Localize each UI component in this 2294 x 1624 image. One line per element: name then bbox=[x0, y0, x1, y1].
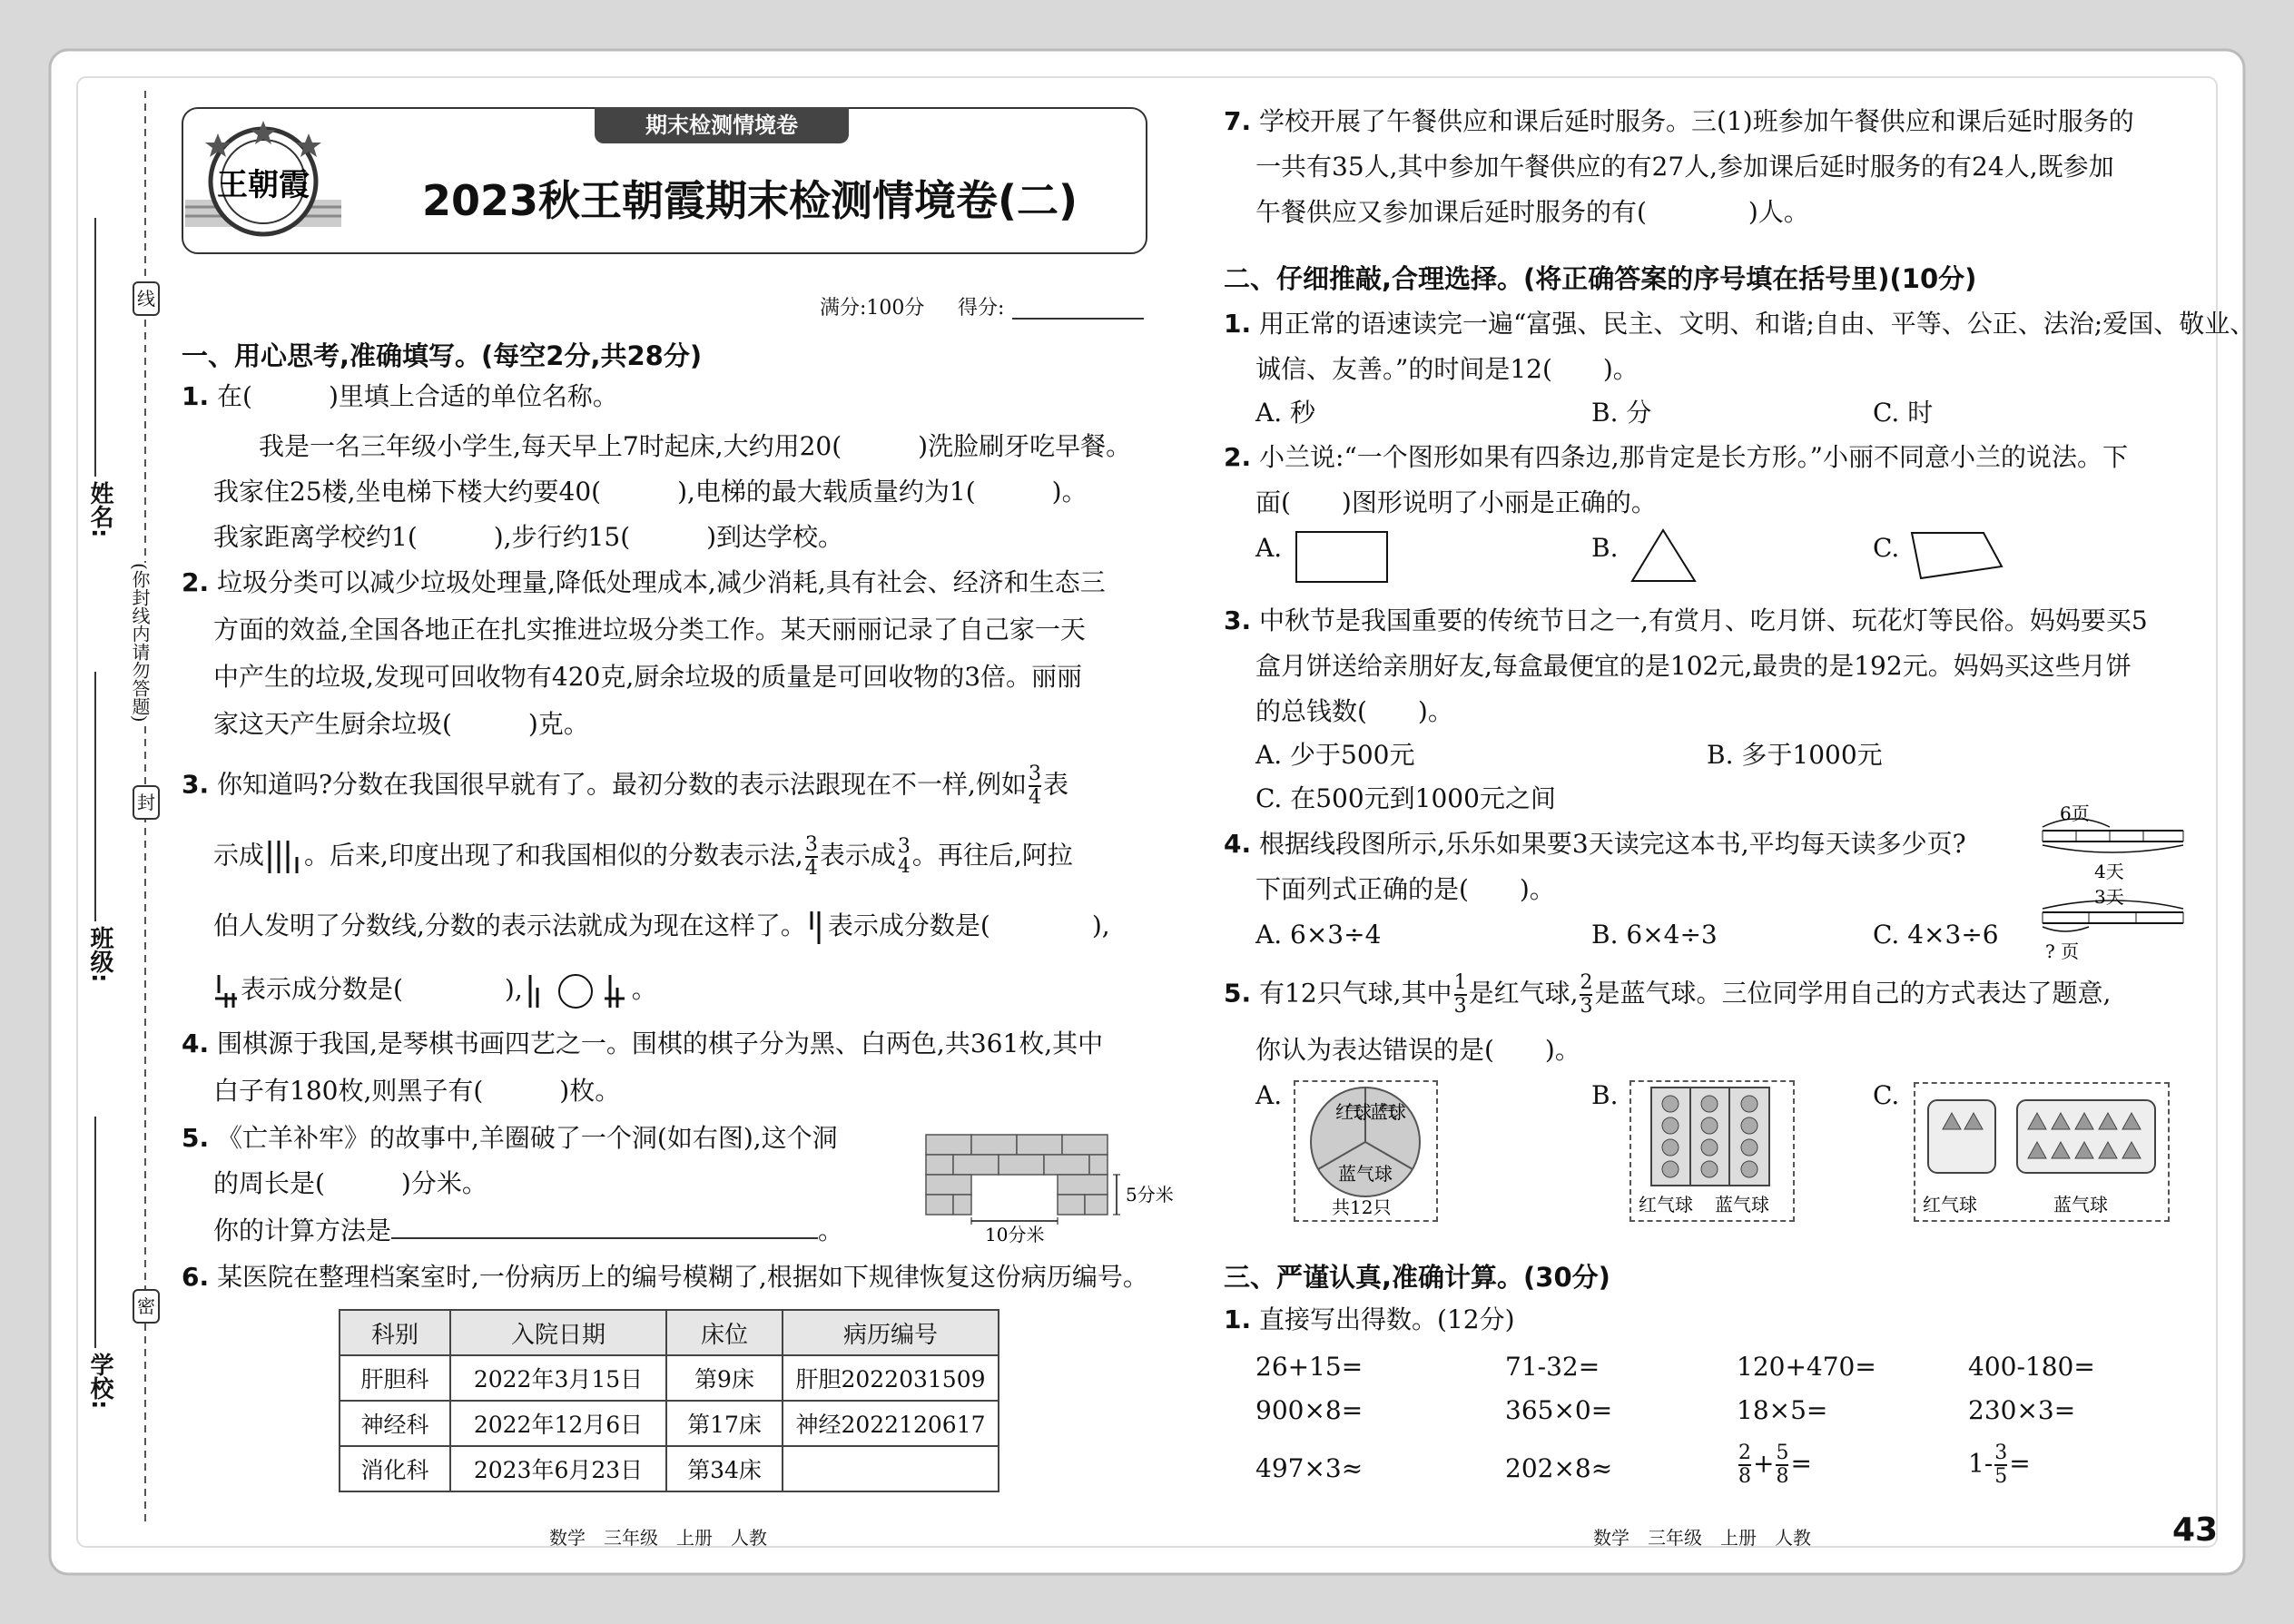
c3-number: 3. bbox=[1224, 605, 1252, 635]
pie-chart-svg bbox=[1295, 1082, 1436, 1220]
school-field[interactable] bbox=[94, 1117, 96, 1348]
q4-line2: 白子有180枚,则黑子有( )枚。 bbox=[213, 1076, 621, 1106]
q5-line1 bbox=[182, 1118, 838, 1158]
q3-text-end: 表 bbox=[1042, 769, 1068, 800]
c5-text-b: 是红气球, bbox=[1468, 978, 1579, 1009]
frac-5-8: $\frac{5}{8}$ bbox=[1776, 1442, 1789, 1488]
page-number: 43 bbox=[2172, 1511, 2219, 1549]
q5-method-field[interactable] bbox=[391, 1237, 818, 1239]
q2-line4: 家这天产生厨余垃圾( )克。 bbox=[213, 709, 589, 739]
pie-blue-label-1: 蓝气球 bbox=[1370, 1101, 1406, 1123]
q7-text: 学校开展了午餐供应和课后延时服务。三(1)班参加午餐供应和课后延时服务的 bbox=[1259, 106, 2134, 136]
c1-option-c[interactable]: C. 时 bbox=[1873, 398, 1934, 428]
plus-sign: + bbox=[1753, 1448, 1775, 1479]
fraction-one-third: $\frac{1}{3}$ bbox=[1453, 971, 1467, 1018]
q3-number: 3. bbox=[182, 769, 210, 800]
cell: 肝胆科 bbox=[340, 1355, 450, 1401]
section-2-heading: 二、仔细推敲,合理选择。(将正确答案的序号填在括号里)(10分) bbox=[1224, 263, 1977, 294]
segment-diagram bbox=[2038, 803, 2192, 976]
q3-line2 bbox=[213, 835, 1073, 879]
q2-line1 bbox=[182, 563, 1106, 603]
d1-number: 1. bbox=[1224, 1304, 1252, 1334]
q1-line3: 我家住25楼,坐电梯下楼大约要40( ),电梯的最大载质量约为1( )。 bbox=[213, 477, 1088, 507]
seg-label-bottom: ? 页 bbox=[2045, 940, 2080, 962]
c2-text: 小兰说:“一个图形如果有四条边,那肯定是长方形。”小丽不同意小兰的说法。下 bbox=[1259, 442, 2128, 472]
record-table bbox=[339, 1309, 999, 1492]
c5-text-c: 是蓝气球。三位同学用自己的方式表达了题意, bbox=[1594, 978, 2112, 1009]
left-footer: 数学 三年级 上册 人教 bbox=[549, 1527, 767, 1549]
c2-option-c[interactable]: C. bbox=[1873, 533, 1900, 563]
seg-label-mid: 4天 bbox=[2094, 861, 2124, 882]
page-title: 2023秋王朝霞期末检测情境卷(二) bbox=[422, 176, 1078, 225]
q3-l2a: 示成 bbox=[213, 840, 265, 871]
q3-text: 你知道吗?分数在我国很早就有了。最初分数的表示法跟现在不一样,例如 bbox=[217, 769, 1027, 800]
fraction-three-quarters-2: $\frac{3}{4}$ bbox=[804, 833, 818, 880]
c5-option-c[interactable]: C. bbox=[1873, 1080, 1900, 1110]
q5-method-label: 你的计算方法是 bbox=[213, 1216, 392, 1245]
q2-number: 2. bbox=[182, 567, 210, 597]
c4-option-c[interactable]: C. 4×3÷6 bbox=[1873, 920, 1999, 950]
q3-line3 bbox=[213, 906, 1110, 948]
c3-line3: 的总钱数( )。 bbox=[1255, 696, 1453, 726]
q5-l3b: 。 bbox=[818, 1216, 844, 1245]
q5-line3 bbox=[213, 1211, 843, 1251]
pie-caption: 共12只 bbox=[1332, 1196, 1392, 1218]
c4-line2: 下面列式正确的是( )。 bbox=[1255, 874, 1555, 904]
c1-line2: 诚信、友善。”的时间是12( )。 bbox=[1255, 354, 1639, 384]
calc-item[interactable]: 400-180= bbox=[1968, 1352, 2095, 1382]
rod-numeral-three-quarters bbox=[264, 837, 304, 877]
tri-caption-blue: 蓝气球 bbox=[2053, 1194, 2108, 1216]
class-label: 班级: bbox=[86, 926, 113, 983]
q5-number: 5. bbox=[182, 1123, 210, 1153]
calc-item[interactable]: 202×8≈ bbox=[1505, 1453, 1613, 1483]
right-footer: 数学 三年级 上册 人教 bbox=[1593, 1527, 1811, 1549]
triangle-figure bbox=[1914, 1082, 2170, 1222]
equals-sign-2: = bbox=[2009, 1448, 2031, 1479]
calc-item[interactable]: 365×0= bbox=[1505, 1395, 1613, 1425]
balloon-grid-svg bbox=[1631, 1082, 1793, 1220]
c5-line1 bbox=[1224, 973, 2111, 1017]
q6-line1 bbox=[182, 1257, 1148, 1297]
q3-line4 bbox=[213, 969, 657, 1011]
c3-text: 中秋节是我国重要的传统节日之一,有赏月、吃月饼、玩花灯等民俗。妈妈要买5 bbox=[1259, 605, 2148, 635]
col-bed: 床位 bbox=[666, 1310, 783, 1355]
tri-caption-red: 红气球 bbox=[1923, 1194, 1977, 1216]
q1-line4: 我家距离学校约1( ),步行约15( )到达学校。 bbox=[213, 522, 844, 552]
score-field[interactable] bbox=[1012, 318, 1144, 320]
equals-sign: = bbox=[1790, 1448, 1812, 1479]
cell: 第34床 bbox=[666, 1446, 783, 1491]
cell: 第17床 bbox=[666, 1401, 783, 1446]
cell: 消化科 bbox=[340, 1446, 450, 1491]
c5-line2: 你认为表达错误的是( )。 bbox=[1255, 1035, 1580, 1065]
c5-option-b[interactable]: B. bbox=[1591, 1080, 1619, 1110]
answer-cell[interactable] bbox=[783, 1446, 999, 1491]
cell: 2023年6月23日 bbox=[450, 1446, 666, 1491]
q3-line1 bbox=[182, 764, 1068, 808]
pie-figure bbox=[1294, 1080, 1438, 1222]
table-row bbox=[340, 1355, 999, 1401]
q6-number: 6. bbox=[182, 1262, 210, 1292]
q3-l4b: 。 bbox=[631, 974, 657, 1004]
binding-note: (你封线内请勿答题) bbox=[127, 563, 153, 723]
c1-line1 bbox=[1224, 304, 2255, 344]
publisher-logo bbox=[182, 113, 345, 250]
table-header-row bbox=[340, 1310, 999, 1355]
fig-width-label: 10分米 bbox=[985, 1224, 1045, 1245]
calc-item[interactable]: 230×3= bbox=[1968, 1395, 2076, 1425]
name-field[interactable] bbox=[94, 218, 96, 477]
triangle-shape bbox=[1629, 527, 1698, 586]
q3-l2b: 。后来,印度出现了和我国相似的分数表示法, bbox=[304, 840, 803, 871]
calc-item[interactable]: 26+15= bbox=[1255, 1352, 1364, 1382]
q7-line1 bbox=[1224, 102, 2134, 142]
d1-label: 直接写出得数。(12分) bbox=[1259, 1304, 1515, 1334]
q1-number: 1. bbox=[182, 381, 210, 411]
cell: 肝胆2022031509 bbox=[783, 1355, 999, 1401]
calc-item[interactable]: 900×8= bbox=[1255, 1395, 1364, 1425]
q5-text: 《亡羊补牢》的故事中,羊圈破了一个洞(如右图),这个洞 bbox=[217, 1123, 838, 1153]
q2-line3: 中产生的垃圾,发现可回收物有420克,厨余垃圾的质量是可回收物的3倍。丽丽 bbox=[213, 662, 1083, 692]
q2-text: 垃圾分类可以减少垃圾处理量,降低处理成本,减少消耗,具有社会、经济和生态三 bbox=[217, 567, 1106, 597]
c3-line1 bbox=[1224, 601, 2148, 641]
q5-line2: 的周长是( )分米。 bbox=[213, 1168, 487, 1198]
series-tag: 期末检测情境卷 bbox=[595, 107, 849, 143]
grid-figure bbox=[1629, 1080, 1795, 1222]
c2-line2: 面( )图形说明了小丽是正确的。 bbox=[1255, 487, 1657, 517]
record-table-wrap bbox=[339, 1309, 999, 1492]
c4-option-a[interactable]: A. 6×3÷4 bbox=[1255, 920, 1382, 950]
c4-number: 4. bbox=[1224, 829, 1252, 859]
q1-line2: 我是一名三年级小学生,每天早上7时起床,大约用20( )洗脸刷牙吃早餐。 bbox=[259, 431, 1132, 461]
q7-number: 7. bbox=[1224, 106, 1252, 136]
fraction-two-thirds: $\frac{2}{3}$ bbox=[1580, 971, 1593, 1018]
rod-numeral-a bbox=[806, 908, 828, 948]
calc-item-fraction-diff[interactable] bbox=[1968, 1443, 2031, 1487]
frac-3-5: $\frac{3}{5}$ bbox=[1994, 1442, 2008, 1488]
q3-l3a: 伯人发明了分数线,分数的表示法就成为现在这样了。 bbox=[213, 910, 806, 940]
calc-item[interactable]: 120+470= bbox=[1737, 1352, 1876, 1382]
c1-option-a[interactable]: A. 秒 bbox=[1255, 398, 1316, 428]
c1-text: 用正常的语速读完一遍“富强、民主、文明、和谐;自由、平等、公正、法治;爱国、敬业、 bbox=[1259, 309, 2256, 339]
q4-line1 bbox=[182, 1024, 1103, 1064]
rod-numeral-b bbox=[213, 971, 241, 1011]
fraction-three-quarters: $\frac{3}{4}$ bbox=[1028, 763, 1041, 809]
binding-mark-line: 线 bbox=[133, 281, 160, 316]
indian-fraction: 3 4 bbox=[897, 835, 911, 878]
c2-option-a[interactable]: A. bbox=[1255, 533, 1283, 563]
grid-caption-red: 红气球 bbox=[1639, 1194, 1693, 1216]
c4-text: 根据线段图所示,乐乐如果要3天读完这本书,平均每天读多少页? bbox=[1259, 829, 1966, 859]
col-id: 病历编号 bbox=[783, 1310, 999, 1355]
full-score: 满分:100分 bbox=[820, 297, 925, 320]
fence-hole-figure bbox=[921, 1130, 1174, 1245]
pie-blue-label-2: 蓝气球 bbox=[1338, 1163, 1393, 1185]
col-date: 入院日期 bbox=[450, 1310, 666, 1355]
section-3-heading: 三、严谨认真,准确计算。(30分) bbox=[1224, 1262, 1610, 1293]
q6-text: 某医院在整理档案室时,一份病历上的编号模糊了,根据如下规律恢复这份病历编号。 bbox=[217, 1262, 1148, 1292]
table-row bbox=[340, 1401, 999, 1446]
col-dept: 科别 bbox=[340, 1310, 450, 1355]
q3-l4a: 表示成分数是( ), bbox=[241, 974, 523, 1004]
q3-l3b: 表示成分数是( ), bbox=[827, 910, 1110, 940]
compare-circle bbox=[523, 971, 632, 1011]
q3-l2d: 。再往后,阿拉 bbox=[911, 840, 1073, 871]
trapezoid-shape bbox=[1906, 528, 2006, 583]
cell: 神经2022120617 bbox=[783, 1401, 999, 1446]
c3-option-c[interactable]: C. 在500元到1000元之间 bbox=[1255, 783, 1556, 813]
seg-label-mid2: 3天 bbox=[2094, 886, 2124, 908]
frac-2-8: $\frac{2}{8}$ bbox=[1738, 1442, 1751, 1488]
q4-number: 4. bbox=[182, 1029, 210, 1058]
cell: 2022年3月15日 bbox=[450, 1355, 666, 1401]
c5-text-a: 有12只气球,其中 bbox=[1259, 978, 1452, 1009]
calc-item-fraction-sum[interactable] bbox=[1737, 1443, 1812, 1487]
name-label: 姓名: bbox=[86, 481, 113, 538]
pie-red-label: 红气球 bbox=[1335, 1101, 1372, 1123]
cell: 2022年12月6日 bbox=[450, 1401, 666, 1446]
c5-number: 5. bbox=[1224, 978, 1252, 1009]
q1-text: 在( )里填上合适的单位名称。 bbox=[217, 381, 618, 411]
q7-line2: 一共有35人,其中参加午餐供应的有27人,参加课后延时服务的有24人,既参加 bbox=[1255, 152, 2114, 182]
c3-option-a[interactable]: A. 少于500元 bbox=[1255, 740, 1415, 770]
c3-option-b[interactable]: B. 多于1000元 bbox=[1707, 740, 1883, 770]
c4-line1 bbox=[1224, 824, 1966, 864]
grid-caption-blue: 蓝气球 bbox=[1715, 1194, 1769, 1216]
q3-l2c: 表示成 bbox=[819, 840, 896, 871]
q2-line2: 方面的效益,全国各地正在扎实推进垃圾分类工作。某天丽丽记录了自己家一天 bbox=[213, 615, 1086, 645]
c2-option-b[interactable]: B. bbox=[1591, 533, 1619, 563]
rectangle-shape bbox=[1294, 529, 1393, 586]
score-label: 得分: bbox=[958, 297, 1005, 320]
c5-option-a[interactable]: A. bbox=[1255, 1080, 1283, 1110]
q1 bbox=[182, 377, 618, 417]
c4-option-b[interactable]: B. 6×4÷3 bbox=[1591, 920, 1718, 950]
c1-number: 1. bbox=[1224, 309, 1252, 339]
calc-item[interactable]: 71-32= bbox=[1505, 1352, 1600, 1382]
c2-number: 2. bbox=[1224, 442, 1252, 472]
fig-height-label: 5分米 bbox=[1126, 1184, 1174, 1206]
one-minus: 1- bbox=[1968, 1448, 1994, 1479]
binding-mark-secret: 密 bbox=[133, 1289, 160, 1324]
c1-option-b[interactable]: B. 分 bbox=[1591, 398, 1652, 428]
c2-line1 bbox=[1224, 438, 2128, 477]
cell: 第9床 bbox=[666, 1355, 783, 1401]
binding-mark-seal: 封 bbox=[133, 785, 160, 820]
q4-text: 围棋源于我国,是琴棋书画四艺之一。围棋的棋子分为黑、白两色,共361枚,其中 bbox=[217, 1029, 1104, 1058]
cell: 神经科 bbox=[340, 1401, 450, 1446]
table-row bbox=[340, 1446, 999, 1491]
seg-label-top: 6页 bbox=[2060, 802, 2090, 824]
school-label: 学校: bbox=[86, 1353, 113, 1410]
d1-line1 bbox=[1224, 1300, 1515, 1340]
svg-text:王朝霞: 王朝霞 bbox=[217, 167, 310, 203]
c3-line2: 盒月饼送给亲朋好友,每盒最便宜的是102元,最贵的是192元。妈妈买这些月饼 bbox=[1255, 651, 2132, 681]
calc-item[interactable]: 18×5= bbox=[1737, 1395, 1828, 1425]
calc-item[interactable]: 497×3≈ bbox=[1255, 1453, 1364, 1483]
section-1-heading: 一、用心思考,准确填写。(每空2分,共28分) bbox=[182, 340, 703, 371]
triangle-groups-svg bbox=[1915, 1084, 2168, 1220]
class-field[interactable] bbox=[94, 672, 96, 921]
q7-line3: 午餐供应又参加课后延时服务的有( )人。 bbox=[1255, 197, 1809, 227]
